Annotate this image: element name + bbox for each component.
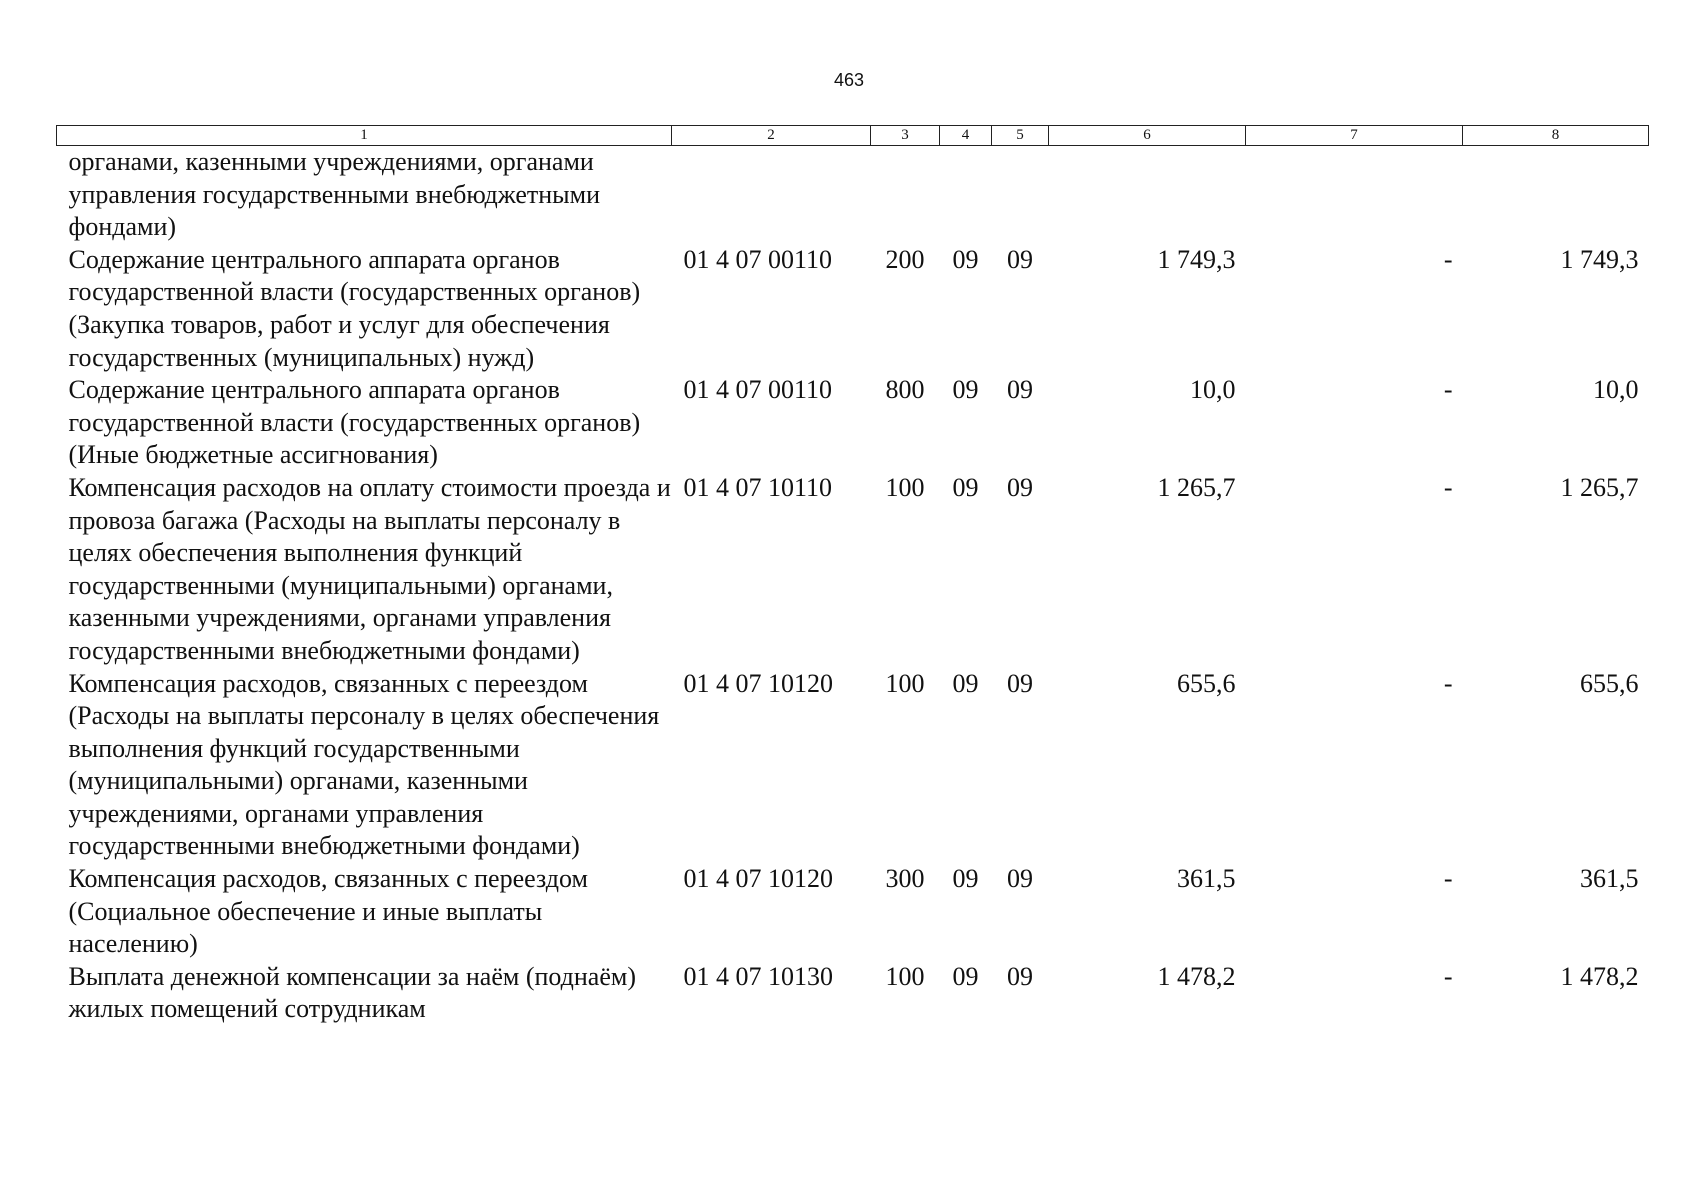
- row-pr: 09: [1007, 472, 1033, 502]
- row-sum: 655,6: [1177, 668, 1236, 698]
- row-change: -: [1443, 244, 1453, 274]
- row-sum: 1 749,3: [1157, 244, 1236, 274]
- row-rz: 09: [952, 244, 979, 274]
- row-total: [1463, 146, 1649, 244]
- row-vr: 300: [885, 864, 925, 894]
- row-total: 361,5: [1580, 864, 1639, 894]
- header-cell-name: 1: [57, 126, 672, 146]
- row-code: 01 4 07 00110: [683, 375, 833, 405]
- row-code: 01 4 07 00110: [683, 244, 833, 274]
- row-sum: [1049, 146, 1246, 244]
- header-cell-pr: 5: [992, 126, 1049, 146]
- row-vr: 100: [885, 668, 925, 698]
- row-pr: 09: [1007, 668, 1033, 698]
- row-pr: 09: [1007, 864, 1033, 894]
- row-name: Выплата денежной компенсации за наём (поднаём) жилых помещений сотрудникам: [68, 961, 636, 1024]
- header-cell-total: 8: [1463, 126, 1649, 146]
- row-name: Содержание центрального аппарата органов государственной власти (государственных органов) (Иные бюджетные ассигнования): [68, 375, 641, 470]
- row-vr: 100: [885, 472, 925, 502]
- row-total: 655,6: [1580, 668, 1639, 698]
- row-code: 01 4 07 10120: [683, 864, 833, 894]
- header-cell-code: 2: [672, 126, 871, 146]
- page-number: 463: [833, 70, 865, 90]
- row-name: Компенсация расходов на оплату стоимости проезда и провоза багажа (Расходы на выплаты персоналу в целях обеспечения выполнения функций государственными (муниципальными) органами, казенными учреждениями, органами управления государственными внебюджетными фондами): [68, 472, 671, 665]
- row-name: органами, казенными учреждениями, органами управления государственными внебюджетными фондами): [68, 147, 600, 242]
- row-rz: 09: [952, 472, 979, 502]
- table-header: [57, 126, 1649, 146]
- table-row: [57, 863, 1649, 961]
- header-cell-change: 7: [1246, 126, 1463, 146]
- table-row: [57, 244, 1649, 374]
- row-rz: [940, 146, 992, 244]
- row-pr: 09: [1007, 961, 1033, 991]
- table-body: [57, 146, 1649, 1027]
- table-row: [57, 374, 1649, 472]
- row-change: -: [1443, 472, 1453, 502]
- row-sum: 361,5: [1177, 864, 1236, 894]
- row-rz: 09: [952, 864, 979, 894]
- row-change: -: [1443, 864, 1453, 894]
- row-sum: 1 265,7: [1157, 472, 1236, 502]
- row-change: [1246, 146, 1463, 244]
- row-total: 1 265,7: [1560, 472, 1639, 502]
- row-sum: 10,0: [1190, 375, 1236, 405]
- row-code: 01 4 07 10130: [683, 961, 833, 991]
- row-code: 01 4 07 10110: [683, 472, 833, 502]
- table-row: [57, 472, 1649, 668]
- table-row: [57, 146, 1649, 244]
- table-row: [57, 668, 1649, 864]
- row-code: [672, 146, 871, 244]
- row-name: Компенсация расходов, связанных с переездом (Социальное обеспечение и иные выплаты населению): [68, 864, 588, 959]
- row-name: Компенсация расходов, связанных с переездом (Расходы на выплаты персоналу в целях обеспечения выполнения функций государственными (муниципальными) органами, казенными учреждениями, органами управления государственными внебюджетными фондами): [68, 668, 660, 861]
- row-pr: [992, 146, 1049, 244]
- row-change: -: [1443, 668, 1453, 698]
- row-total: 1 749,3: [1560, 244, 1639, 274]
- row-change: -: [1443, 961, 1453, 991]
- row-rz: 09: [952, 668, 979, 698]
- row-code: 01 4 07 10120: [683, 668, 833, 698]
- row-rz: 09: [952, 961, 979, 991]
- row-sum: 1 478,2: [1157, 961, 1236, 991]
- row-change: -: [1443, 375, 1453, 405]
- row-pr: 09: [1007, 375, 1033, 405]
- row-rz: 09: [952, 375, 979, 405]
- header-cell-rz: 4: [940, 126, 992, 146]
- row-total: 1 478,2: [1560, 961, 1639, 991]
- budget-table: [56, 125, 1649, 1026]
- row-pr: 09: [1007, 244, 1033, 274]
- table-row: [57, 961, 1649, 1026]
- row-name: Содержание центрального аппарата органов государственной власти (государственных органов) (Закупка товаров, работ и услуг для обеспечения государственных (муниципальных) нужд): [68, 244, 641, 372]
- row-vr: 200: [885, 244, 925, 274]
- row-total: 10,0: [1593, 375, 1639, 405]
- row-vr: 800: [885, 375, 925, 405]
- row-vr: [871, 146, 940, 244]
- header-cell-vr: 3: [871, 126, 940, 146]
- header-cell-sum: 6: [1049, 126, 1246, 146]
- row-vr: 100: [885, 961, 925, 991]
